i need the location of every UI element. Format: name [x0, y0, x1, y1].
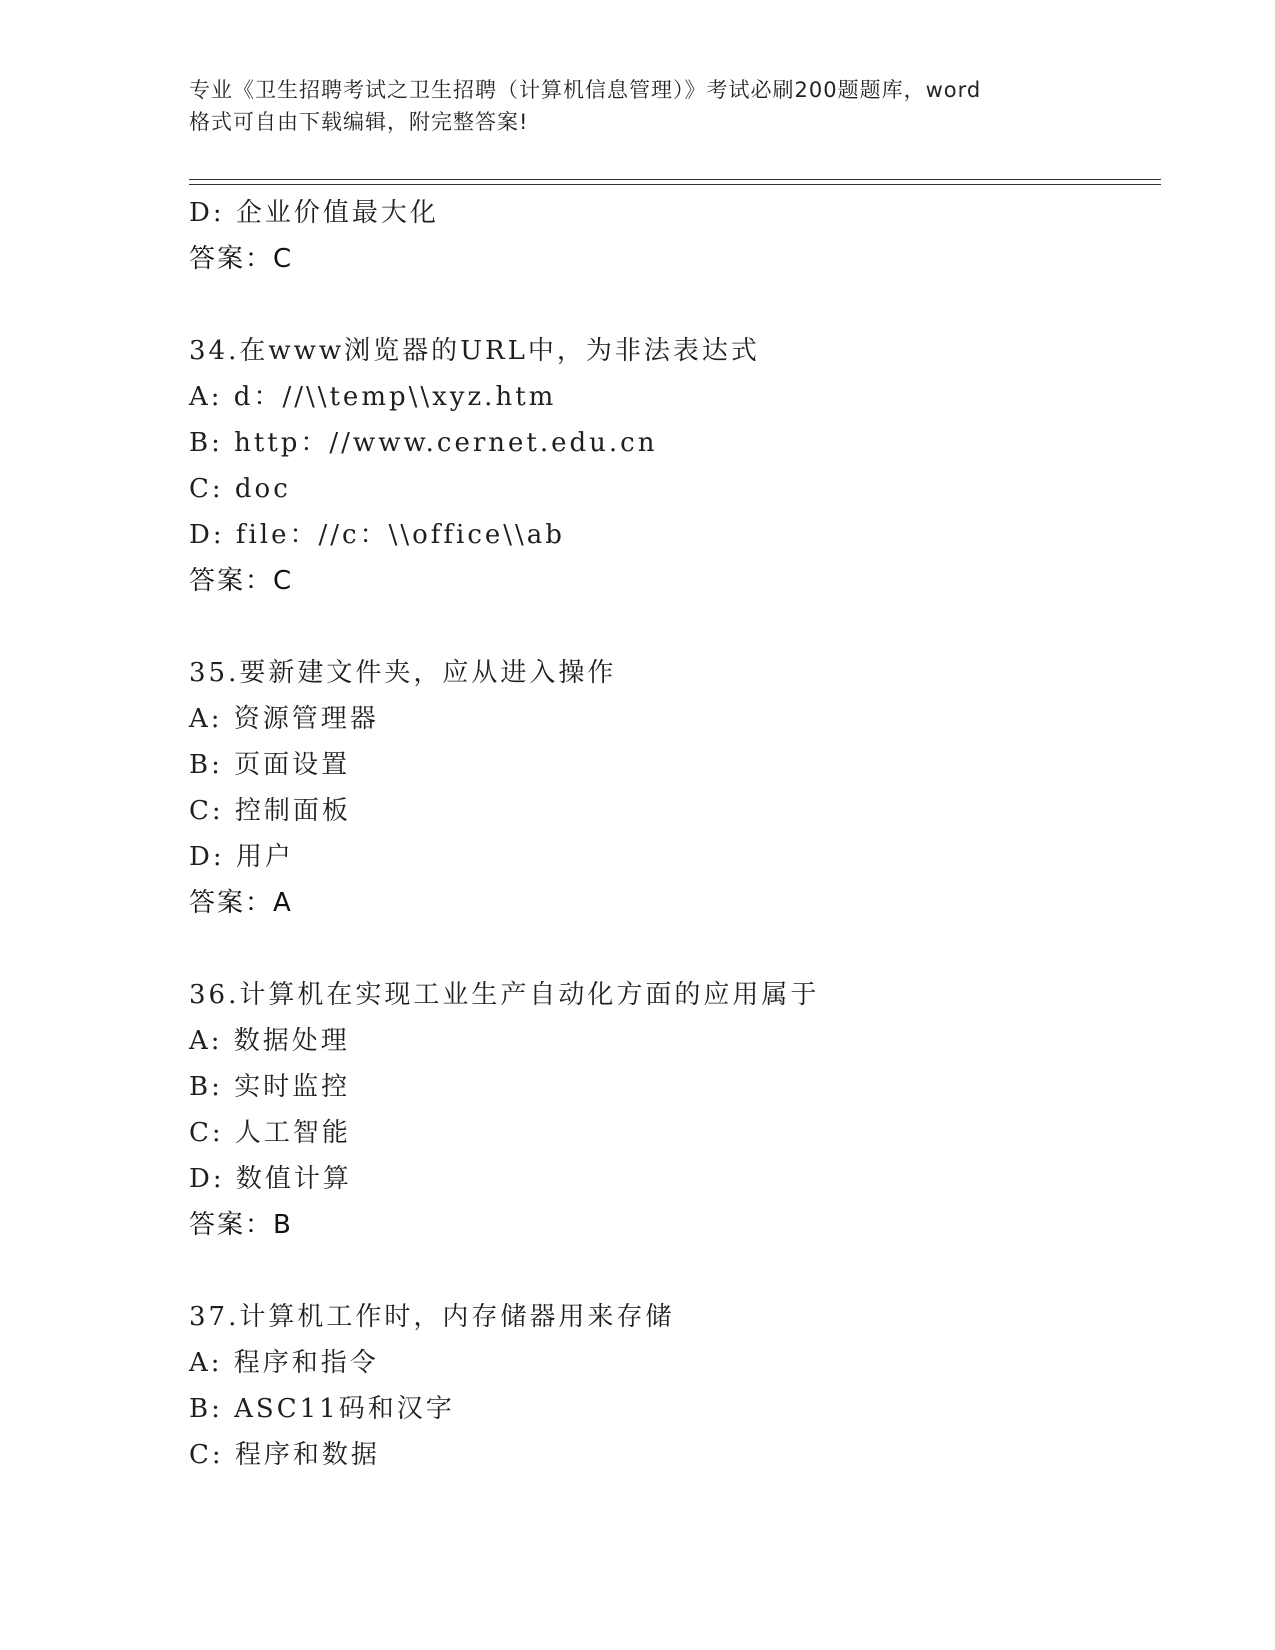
option-c: C: 程序和数据 — [189, 1440, 380, 1470]
option-c: C: 控制面板 — [189, 796, 351, 826]
question-list — [189, 190, 1149, 1478]
option-b: B: 实时监控 — [189, 1072, 351, 1102]
header-rule-bottom — [189, 184, 1161, 185]
question-stem: 35.要新建文件夹，应从进入操作 — [189, 658, 617, 688]
answer: 答案：C — [189, 566, 294, 596]
header-rule-top — [189, 179, 1161, 180]
option-d: D: 企业价值最大化 — [189, 198, 439, 228]
option-a: A: 资源管理器 — [189, 704, 379, 734]
answer: 答案：A — [189, 888, 293, 918]
option-c: C: 人工智能 — [189, 1118, 351, 1148]
header-line-1: 专业《卫生招聘考试之卫生招聘（计算机信息管理）》考试必刷200题题库，word — [189, 78, 982, 102]
option-d: D: 用户 — [189, 842, 294, 872]
question-stem: 37.计算机工作时，内存储器用来存储 — [189, 1302, 675, 1332]
answer: 答案：B — [189, 1210, 293, 1240]
option-a: A: 数据处理 — [189, 1026, 350, 1056]
answer: 答案：C — [189, 244, 294, 274]
option-a: A: 程序和指令 — [189, 1348, 379, 1378]
question-stem: 34.在www浏览器的URL中，为非法表达式 — [189, 336, 760, 366]
option-b: B: ASC11码和汉字 — [189, 1394, 455, 1424]
option-c: C: doc — [189, 474, 291, 504]
option-a: A: d：//\\temp\\xyz.htm — [189, 382, 557, 412]
question-stem: 36.计算机在实现工业生产自动化方面的应用属于 — [189, 980, 820, 1010]
header-line-2: 格式可自由下载编辑，附完整答案! — [189, 110, 529, 134]
option-d: D: file：//c：\\office\\ab — [189, 520, 565, 550]
option-b: B: 页面设置 — [189, 750, 351, 780]
option-b: B: http：//www.cernet.edu.cn — [189, 428, 658, 458]
option-d: D: 数值计算 — [189, 1164, 352, 1194]
page-header — [189, 74, 1089, 138]
